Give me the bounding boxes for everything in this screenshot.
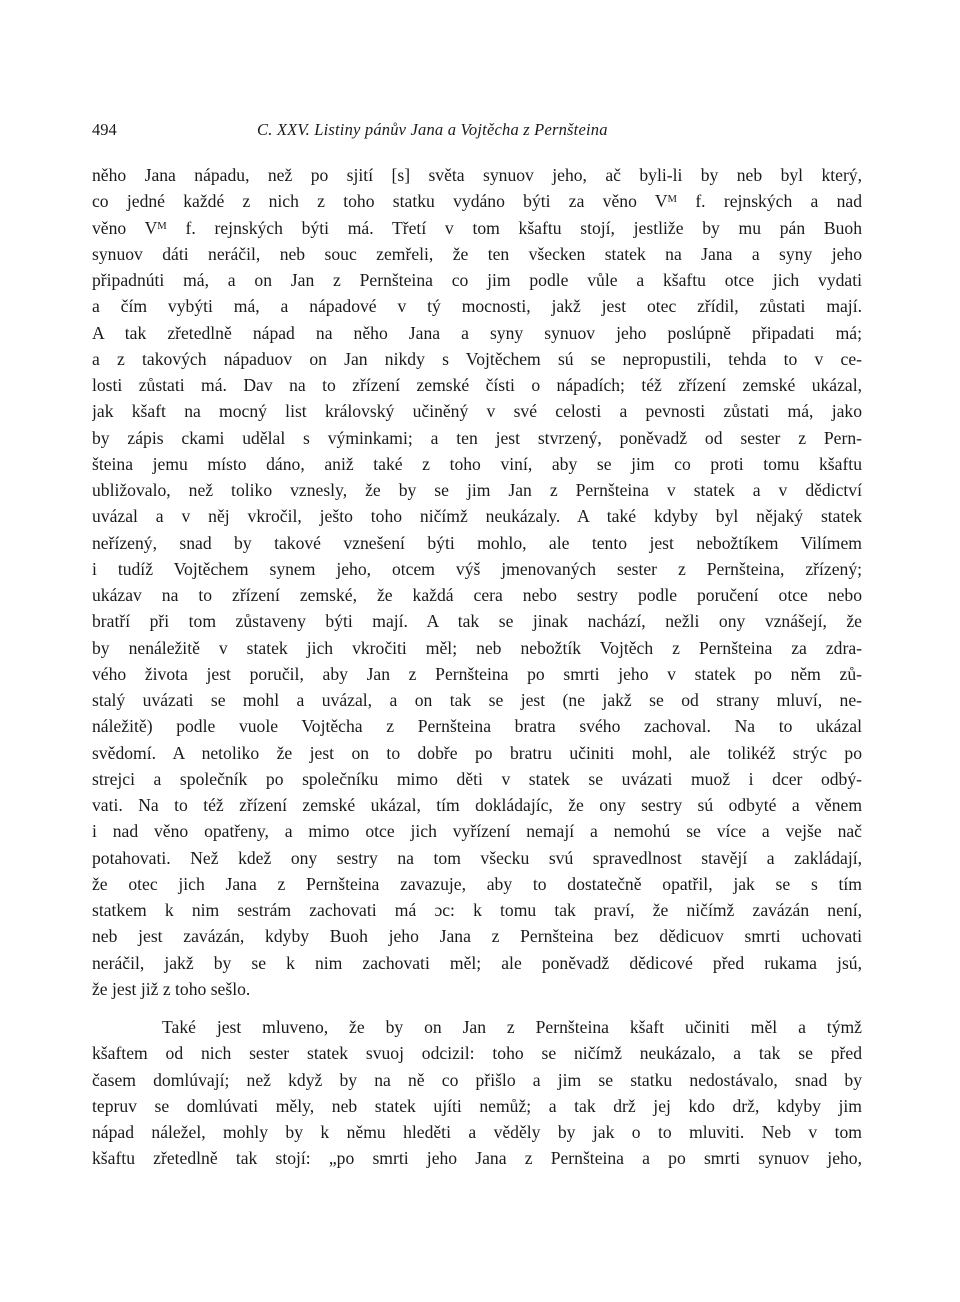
text-line: by nenáležitě v statek jich vkročiti měl; neb nebožtík Vojtěch z Pernšteina za zdra- bbox=[92, 637, 862, 658]
page-number: 494 bbox=[92, 120, 117, 139]
body-text bbox=[92, 162, 862, 1172]
text-line: i tudíž Vojtěchem synem jeho, otcem výš jmenovaných sester z Pernšteina, zřízený; bbox=[92, 558, 862, 579]
text-line: a z takových nápaduov on Jan nikdy s Vojtěchem sú se nepropustili, tehda to v ce- bbox=[92, 348, 862, 369]
paragraph-1 bbox=[92, 162, 862, 1002]
text-line: synuov dáti neráčil, neb souc zemřeli, že ten všecken statek na Jana a syny jeho bbox=[92, 243, 862, 264]
page-header bbox=[92, 118, 862, 142]
text-line: neb jest zavázán, kdyby Buoh jeho Jana z Pernšteina bez dědicuov smrti uchovati bbox=[92, 926, 862, 947]
text-line: potahovati. Než kdež ony sestry na tom všecku svú spravedlnost stavějí a zakládají, bbox=[92, 847, 862, 868]
text-line: Také jest mluveno, že by on Jan z Pernšteina kšaft učiniti měl a týmž bbox=[162, 1017, 862, 1037]
text-line: nápad náležel, mohly by k němu hleděti a věděly by jak o to mluviti. Neb v tom bbox=[92, 1122, 862, 1142]
paragraph-gap bbox=[92, 1002, 862, 1014]
text-line: statkem k nim sestrám zachovati má ɔc: k tomu tak praví, že ničímž zavázán není, bbox=[92, 900, 862, 920]
text-line: vati. Na to též zřízení zemské ukázal, tím dokládajíc, že ony sestry sú odbyté a věnem bbox=[92, 795, 862, 815]
text-line: stalý uvázati se mohl a uvázal, a on tak se jest (ne jakž se od strany mluví, ne- bbox=[92, 690, 862, 710]
text-line: bratří při tom zůstaveny býti mají. A tak se jinak nachází, nežli ony vznášejí, že bbox=[92, 611, 862, 632]
text-line: neráčil, jakž by se k nim zachovati měl; ale poněvadž dědicové před rukama jsú, bbox=[92, 952, 862, 973]
text-line: jak kšaft na mocný list královský učiněný v své celosti a pevnosti zůstati má, jako bbox=[92, 401, 862, 422]
text-line: vého života jest poručil, aby Jan z Pernšteina po smrti jeho v statek po něm zů- bbox=[92, 663, 862, 684]
text-line: by zápis ckami udělal s výminkami; a ten jest stvrzený, poněvadž od sester z Pern- bbox=[92, 427, 862, 448]
paragraph-2 bbox=[92, 1014, 862, 1172]
text-line: kšaftu zřetedlně tak stojí: „po smrti jeho Jana z Pernšteina a po smrti synuov jeho, bbox=[92, 1148, 862, 1169]
text-line: A tak zřetedlně nápad na něho Jana a syny synuov jeho poslúpně připadati má; bbox=[92, 322, 862, 343]
text-line: neřízený, snad by takové vznešení býti mohlo, ale tento jest nebožtíkem Vilímem bbox=[92, 532, 862, 553]
text-line: že otec jich Jana z Pernšteina zavazuje, aby to dostatečně opatřil, jak se s tím bbox=[92, 873, 862, 894]
running-title: C. XXV. Listiny pánův Jana a Vojtěcha z Pernšteina bbox=[257, 120, 608, 139]
text-line: věno Vᴹ f. rejnských býti má. Třetí v tom kšaftu stojí, jestliže by mu pán Buoh bbox=[92, 217, 862, 238]
text-line: losti zůstati má. Dav na to zřízení zemské čísti o nápadích; též zřízení zemské ukázal, bbox=[92, 375, 862, 395]
text-line: kšaftem od nich sester statek svuoj odcizil: toho se ničímž neukázalo, a tak se před bbox=[92, 1043, 862, 1064]
text-line: i nad věno opatřeny, a mimo otce jich vyřízení nemají a nemohú se více a vejše nač bbox=[92, 821, 862, 842]
text-line: ukázav na to zřízení zemské, že každá cera nebo sestry podle poručení otce nebo bbox=[92, 585, 862, 605]
text-line: strejci a společník po společníku mimo děti v statek se uvázati muož i dcer odbý- bbox=[92, 768, 862, 789]
text-line: a čím vybýti má, a nápadové v tý mocnosti, jakž jest otec zřídil, zůstati mají. bbox=[92, 296, 862, 317]
text-line: co jedné každé z nich z toho statku vydáno býti za věno Vᴹ f. rejnských a nad bbox=[92, 191, 862, 212]
text-line: svědomí. A netoliko že jest on to dobře po bratru učiniti mohl, ale tolikéž strýc po bbox=[92, 742, 862, 763]
text-line: něho Jana nápadu, než po sjití [s] světa synuov jeho, ač byli-li by neb byl který, bbox=[92, 165, 862, 185]
text-line: připadnúti má, a on Jan z Pernšteina co jim podle vůle a kšaftu otce jich vydati bbox=[92, 270, 862, 290]
text-line: časem domlúvají; než když by na ně co přišlo a jim se statku nedostávalo, snad by bbox=[92, 1069, 862, 1090]
text-line: že jest již z toho sešlo. bbox=[92, 978, 251, 999]
text-line: ubližovalo, než toliko vznesly, že by se jim Jan z Pernšteina v statek a v dědictví bbox=[92, 480, 862, 500]
text-line: tepruv se domlúvati měly, neb statek ujíti nemůž; a tak drž jej kdo drž, kdyby jim bbox=[92, 1095, 862, 1116]
text-line: náležitě) podle vuole Vojtěcha z Pernšteina bratra svého zachoval. Na to ukázal bbox=[92, 716, 862, 737]
text-line: uvázal a v něj vkročil, ješto toho ničímž neukázaly. A také kdyby byl nějaký statek bbox=[92, 506, 862, 527]
text-line: šteina jemu místo dáno, aniž také z toho viní, aby se jim co proti tomu kšaftu bbox=[92, 453, 862, 474]
